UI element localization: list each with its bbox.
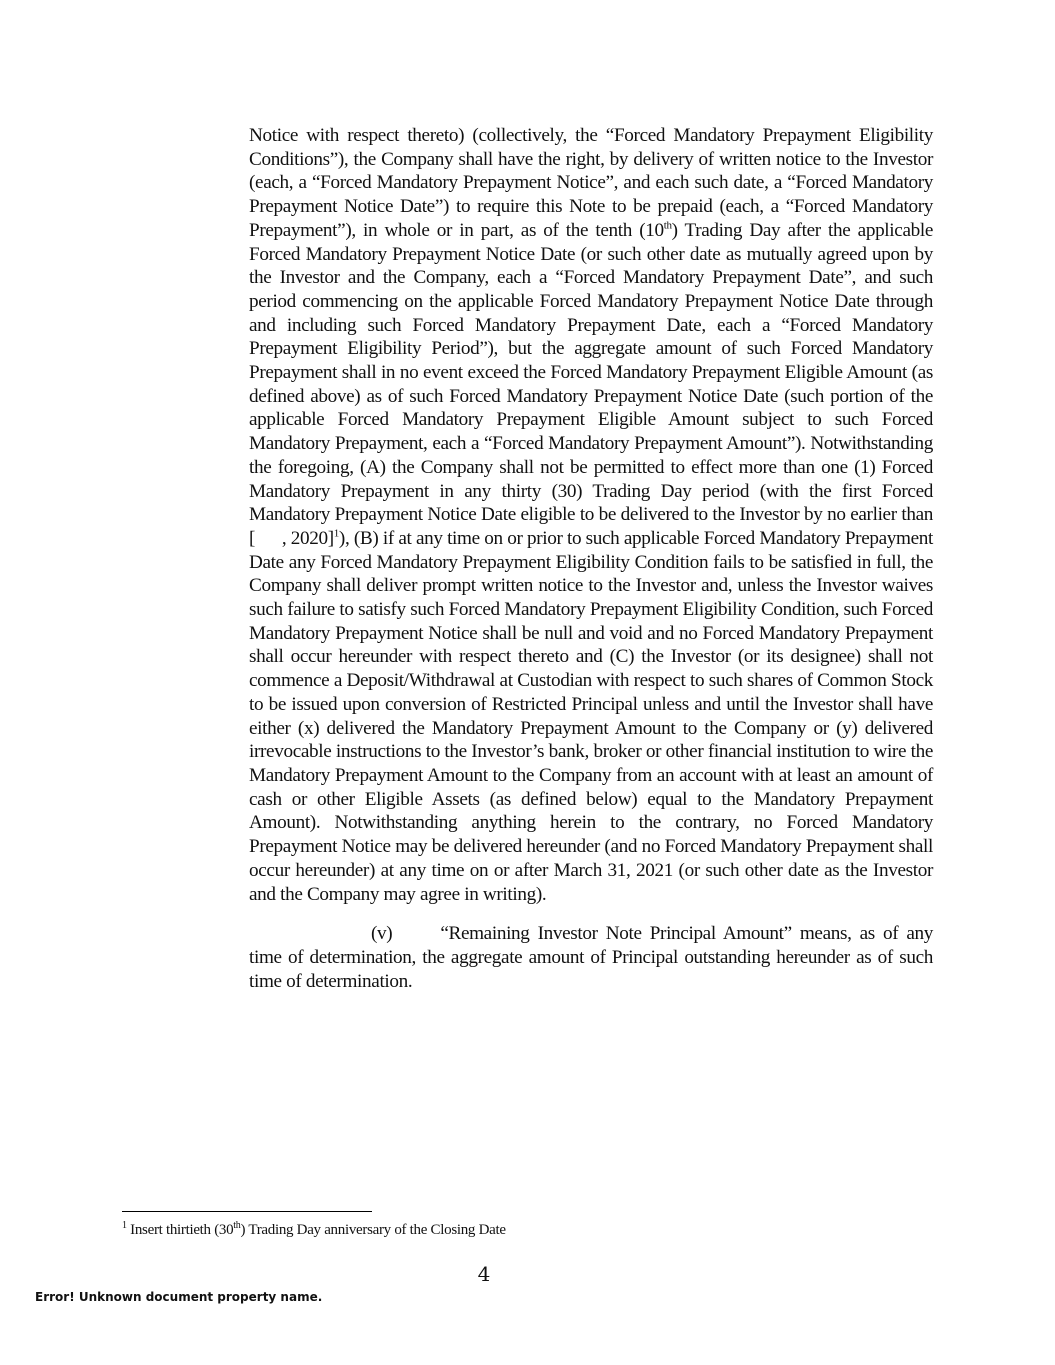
footnote-text: Insert thirtieth (30 xyxy=(126,1222,234,1238)
paragraph-v xyxy=(249,922,933,993)
footnote-marker: 1 xyxy=(122,1220,127,1231)
document-body xyxy=(249,124,933,993)
paragraph-text: ) Trading Day after the applicable Forced Mandatory Prepayment Notice Date (or such other date as mutually agreed upon by the Investor and the Company, each a “Forced Mandatory Prepayment Date”, and such period commencing on the applicable Forced Mandatory Prepayment Notice Date through and including such Forced Mandatory Prepayment Date, each a “Forced Mandatory Prepayment Eligibility Period”), but the aggregate amount of such Forced Mandatory Prepayment shall in no event exceed the Forced Mandatory Prepayment Eligible Amount (as defined above) as of such Forced Mandatory Prepayment Notice Date (such portion of the applicable Forced Mandatory Prepayment Eligible Amount subject to such Forced Mandatory Prepayment, each a “Forced Mandatory Prepayment Amount”). Notwithstanding the foregoing, (A) the Company shall not be permitted to effect more than one (1) Forced Mandatory Prepayment in any thirty (30) Trading Day period (with the first Forced Mandatory Prepayment Notice Date eligible to be delivered to the Investor by no earlier than [ , 2020] xyxy=(249,219,933,549)
footnote-separator xyxy=(122,1211,372,1212)
page-number: 4 xyxy=(477,1262,491,1286)
paragraph-text: ), (B) if at any time on or prior to such applicable Forced Mandatory Prepayment Date any Forced Mandatory Prepayment Eligibility Condition fails to be satisfied in full, the Company shall deliver prompt written notice to the Investor and, unless the Investor waives such failure to satisfy such Forced Mandatory Prepayment Eligibility Condition, such Forced Mandatory Prepayment Notice shall be null and void and no Forced Mandatory Prepayment shall occur hereunder with respect thereto and (C) the Investor (or its designee) shall not commence a Deposit/Withdrawal at Custodian with respect to such shares of Common Stock to be issued upon conversion of Restricted Principal unless and until the Investor shall have either (x) delivered the Mandatory Prepayment Amount to the Company or (y) delivered irrevocable instructions to the Investor’s bank, broker or other financial institution to wire the Mandatory Prepayment Amount to the Company from an account with at least an amount of cash or other Eligible Assets (as defined below) equal to the Mandatory Prepayment Amount). Notwithstanding anything herein to the contrary, no Forced Mandatory Prepayment Notice may be delivered hereunder (and no Forced Mandatory Prepayment shall occur hereunder) at any time on or after March 31, 2021 (or such other date as the Investor and the Company may agree in writing). xyxy=(249,527,933,905)
footnote-text: ) Trading Day anniversary of the Closing Date xyxy=(240,1222,506,1238)
paragraph-text: Notice with respect thereto) (collectively, the “Forced Mandatory Prepayment Eligibility Conditions”), the Company shall have the right, by delivery of written notice to the Investor (each, a “Forced Mandatory Prepayment Notice”, and each such date, a “Forced Mandatory Prepayment Notice Date”) to require this Note to be prepaid (each, a “Forced Mandatory Prepayment”), in whole or in part, as of the tenth (10 xyxy=(249,125,933,241)
footnote-reference[interactable]: 1 xyxy=(333,527,339,540)
superscript-ordinal: th xyxy=(663,219,672,232)
paragraph-forced-mandatory-prepayment xyxy=(249,124,933,906)
footnote-superscript: th xyxy=(233,1220,241,1231)
paragraph-text: “Remaining Investor Note Principal Amount” means, as of any time of determination, the aggregate amount of Principal outstanding hereunder as of such time of determination. xyxy=(249,923,933,992)
footnote xyxy=(122,1222,506,1239)
paragraph-label: (v) xyxy=(371,923,393,945)
footer-error-text: Error! Unknown document property name. xyxy=(35,1290,323,1304)
